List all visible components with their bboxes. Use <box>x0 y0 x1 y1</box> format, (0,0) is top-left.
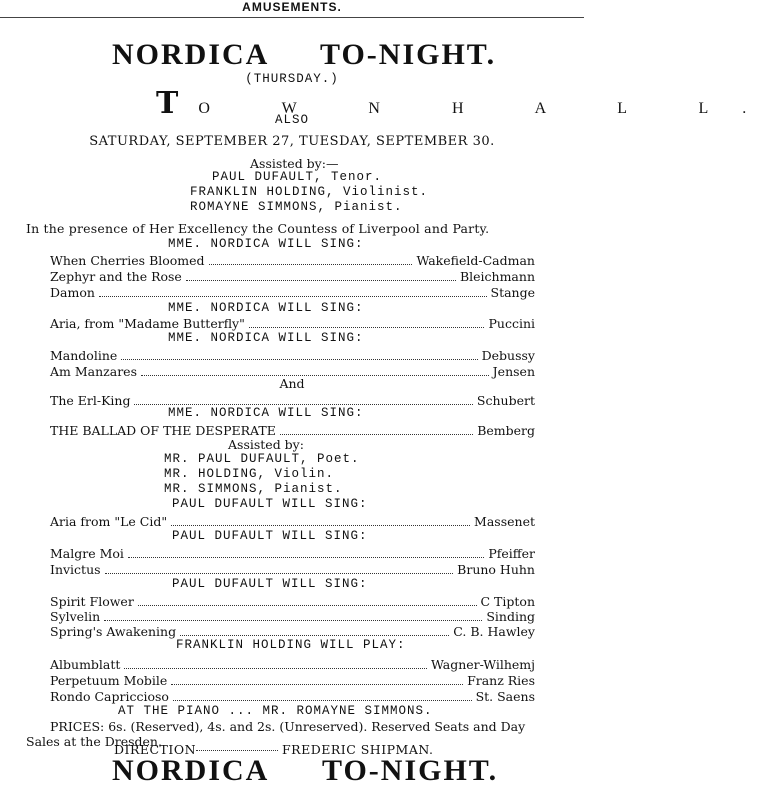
program-item: Spirit Flower C Tipton <box>50 594 535 609</box>
assistant-line: MR. PAUL DUFAULT, Poet. <box>164 452 360 466</box>
program-item: Spring's Awakening C. B. Hawley <box>50 624 535 639</box>
direction-label: DIRECTION <box>114 742 197 757</box>
assistant-line: PAUL DUFAULT, Tenor. <box>212 170 383 184</box>
program-item: Aria, from "Madame Butterfly" Puccini <box>50 316 535 331</box>
program-item: Aria from "Le Cid" Massenet <box>50 514 535 529</box>
assistant-line: FRANKLIN HOLDING, Violinist. <box>190 185 429 199</box>
title-tonight: TO-NIGHT. <box>320 38 497 71</box>
program-item: Mandoline Debussy <box>50 348 535 363</box>
assistant-line: MR. SIMMONS, Pianist. <box>164 482 343 496</box>
assistant-line: MR. HOLDING, Violin. <box>164 467 335 481</box>
program-heading: MME. NORDICA WILL SING: <box>168 237 364 251</box>
and-label: And <box>279 376 305 391</box>
program-item: Invictus Bruno Huhn <box>50 562 535 577</box>
program-item: Albumblatt Wagner-Wilhemj <box>50 657 535 672</box>
footer-title-nordica: NORDICA <box>112 754 270 787</box>
program-heading: PAUL DUFAULT WILL SING: <box>172 529 368 543</box>
program-item: The Erl-King Schubert <box>50 393 535 408</box>
prices-line: Sales at the Dresden. <box>26 734 162 749</box>
piano-line: AT THE PIANO ... MR. ROMAYNE SIMMONS. <box>118 704 433 718</box>
assistant-line: ROMAYNE SIMMONS, Pianist. <box>190 200 403 214</box>
section-header: AMUSEMENTS. <box>242 0 342 14</box>
program-item: Sylvelin Sinding <box>50 609 535 624</box>
program-heading: MME. NORDICA WILL SING: <box>168 301 364 315</box>
presence-line: In the presence of Her Excellency the Countess of Liverpool and Party. <box>26 221 490 236</box>
program-item: Zephyr and the Rose Bleichmann <box>50 269 535 284</box>
program-item: Rondo Capriccioso St. Saens <box>50 689 535 704</box>
program-item: Perpetuum Mobile Franz Ries <box>50 673 535 688</box>
title-nordica: NORDICA <box>112 38 270 71</box>
footer-title-tonight: TO-NIGHT. <box>322 754 499 787</box>
program-heading: PAUL DUFAULT WILL SING: <box>172 577 368 591</box>
also-label: ALSO <box>274 113 309 127</box>
program-item: THE BALLAD OF THE DESPERATE Bemberg <box>50 423 535 438</box>
program-heading: MME. NORDICA WILL SING: <box>168 406 364 420</box>
program-item: Malgre Moi Pfeiffer <box>50 546 535 561</box>
prices-line: PRICES: 6s. (Reserved), 4s. and 2s. (Unreserved). Reserved Seats and Day <box>50 719 526 734</box>
program-heading: MME. NORDICA WILL SING: <box>168 331 364 345</box>
venue-initial: T <box>156 86 179 121</box>
assisted-label: Assisted by:— <box>250 156 339 171</box>
direction-name: FREDERIC SHIPMAN. <box>282 742 434 757</box>
header-rule <box>0 17 584 18</box>
assisted-label: Assisted by: <box>228 437 304 452</box>
program-heading: PAUL DUFAULT WILL SING: <box>172 497 368 511</box>
program-item: Damon Stange <box>50 285 535 300</box>
dates-line: SATURDAY, SEPTEMBER 27, TUESDAY, SEPTEMBER 30. <box>89 134 495 149</box>
day-label: (THURSDAY.) <box>245 72 339 86</box>
program-item: Am Manzares Jensen <box>50 364 535 379</box>
program-heading: FRANKLIN HOLDING WILL PLAY: <box>176 638 406 652</box>
direction-dots <box>196 750 278 751</box>
program-item: When Cherries Bloomed Wakefield-Cadman <box>50 253 535 268</box>
venue-rest: O W N H A L L. <box>198 100 780 117</box>
